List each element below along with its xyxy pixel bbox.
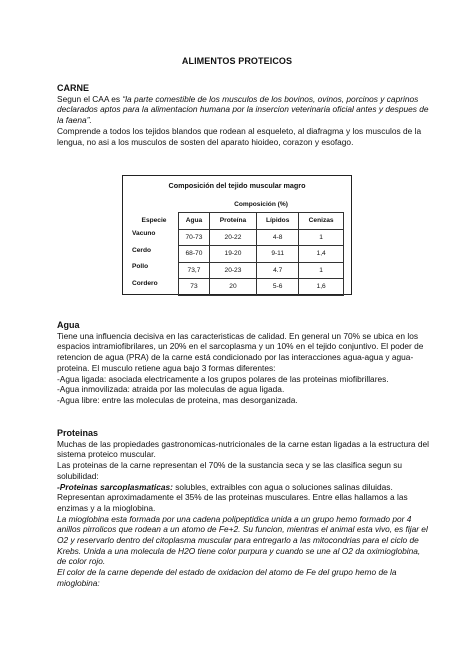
proteinas-paragraph-4: La mioglobina esta formada por una cadena polipeptidica unida a un grupo hemo formado por 4 anillos pirrolicos que rodean a un atomo de Fe+2. Su funcion, mientras el animal esta vivo, es fijar el O2 y reservarlo dentro del citoplasma muscular para entregarlo a las mitocondrias para el ciclo de Krebs. Unida a una molecula de H2O tiene color purpura y cuando se une al O2 da oximioglobina, de color rojo. [57,513,428,567]
table-caption: Composición del tejido muscular magro [168,181,306,190]
agua-list-item-1: -Agua ligada: asociada electricamente a los grupos polares de las proteinas miofibrillares. [57,373,389,384]
composition-table [122,175,352,295]
table-row [130,262,344,279]
table-cell: 20-22 [209,229,256,246]
table-cell: 19-20 [209,246,256,263]
table-row [130,229,344,246]
agua-paragraph-1: Tiene una influencia decisiva en las caracteristicas de calidad. En general un 70% se ubica en los espacios intramiofibrilares, un 20% en el sarcoplasma y un 10% en el tejido conjuntivo. El poder de retencion de agua (PRA) de la carne está condicionado por las interacciones agua-agua y agua-proteina. El musculo retiene agua bajo 3 formas diferentes: [57,330,424,373]
table-cell: 1,4 [299,246,344,263]
agua-list-item-2: -Agua inmovilizada: atraida por las moleculas de agua ligada. [57,384,285,395]
table-row [130,246,344,263]
table-cell: Vacuno [132,230,156,237]
term-sarcoplasmaticas: -Proteinas sarcoplasmaticas: [57,481,173,492]
heading-agua: Agua [57,320,80,330]
sarcoplasmaticas-description: solubles, extraibles con agua o soluciones salinas diluidas. Representan aproximadamente el 35% de las proteinas musculares. Entre ellas hallamos a las enzimas y a la mioglobina. [57,481,408,513]
table-header-especie: Especie [141,217,167,225]
table-cell: 1 [299,229,344,246]
proteinas-paragraph-1: Muchas de las propiedades gastronomicas-nutricionales de la carne estan ligadas a la estructura del sistema proteico muscular. [57,438,429,460]
heading-proteinas: Proteinas [57,428,99,438]
table-header-cenizas: Cenizas [299,213,344,230]
proteinas-paragraph-3 [57,482,429,514]
table-cell: 68-70 [179,246,210,263]
table-row [130,279,344,296]
section-carne [57,83,429,147]
table-cell: 1,6 [299,279,344,296]
table-cell: 20 [209,279,256,296]
section-proteinas [57,428,429,589]
table-cell: 73,7 [179,262,210,279]
table-cell: 4-8 [257,229,299,246]
table-cell: 5-6 [257,279,299,296]
proteinas-paragraph-5: El color de la carne depende del estado de oxidacion del atomo de Fe del grupo hemo de la mioglobina: [57,567,397,588]
heading-carne: CARNE [57,83,90,93]
table-header-proteina: Proteína [209,213,256,230]
table-cell: 9-11 [257,246,299,263]
carne-p1-quote: “la parte comestible de los musculos de los bovinos, ovinos, porcinos y caprinos declarados aptos para la alimentacion humana por la insercion veterinaria oficial antes y despues de la faena”. [57,93,429,126]
section-agua [57,320,429,406]
page-title: ALIMENTOS PROTEICOS [181,56,293,66]
table-cell: 73 [179,279,210,296]
table-header-lipidos: Lípidos [257,213,299,230]
table-header-agua: Agua [179,213,210,230]
carne-paragraph-2: Comprende a todos los tejidos blandos que rodean al esqueleto, al diafragma y los musculos de la lengua, no asi a los musculos de sosten del aparato hioideo, corazon y esofago. [57,125,422,147]
table-cell: 70-73 [179,229,210,246]
table-cell: Cerdo [132,246,152,254]
table-cell: Cordero [132,279,158,287]
agua-list-item-3: -Agua libre: entre las moleculas de proteina, mas desorganizada. [57,394,298,405]
table-cell: 20-23 [209,262,256,279]
carne-p1-intro: Segun el CAA es [57,93,123,104]
table-cell: 4.7 [257,262,299,279]
table-group-header: Composición (%) [179,196,344,213]
proteinas-paragraph-2: Las proteinas de la carne representan el 70% de la sustancia seca y se las clasifica segun su solubilidad: [57,460,403,481]
table-cell: Pollo [132,263,149,270]
carne-paragraph-1 [57,94,429,126]
table-cell: 1 [299,262,344,279]
